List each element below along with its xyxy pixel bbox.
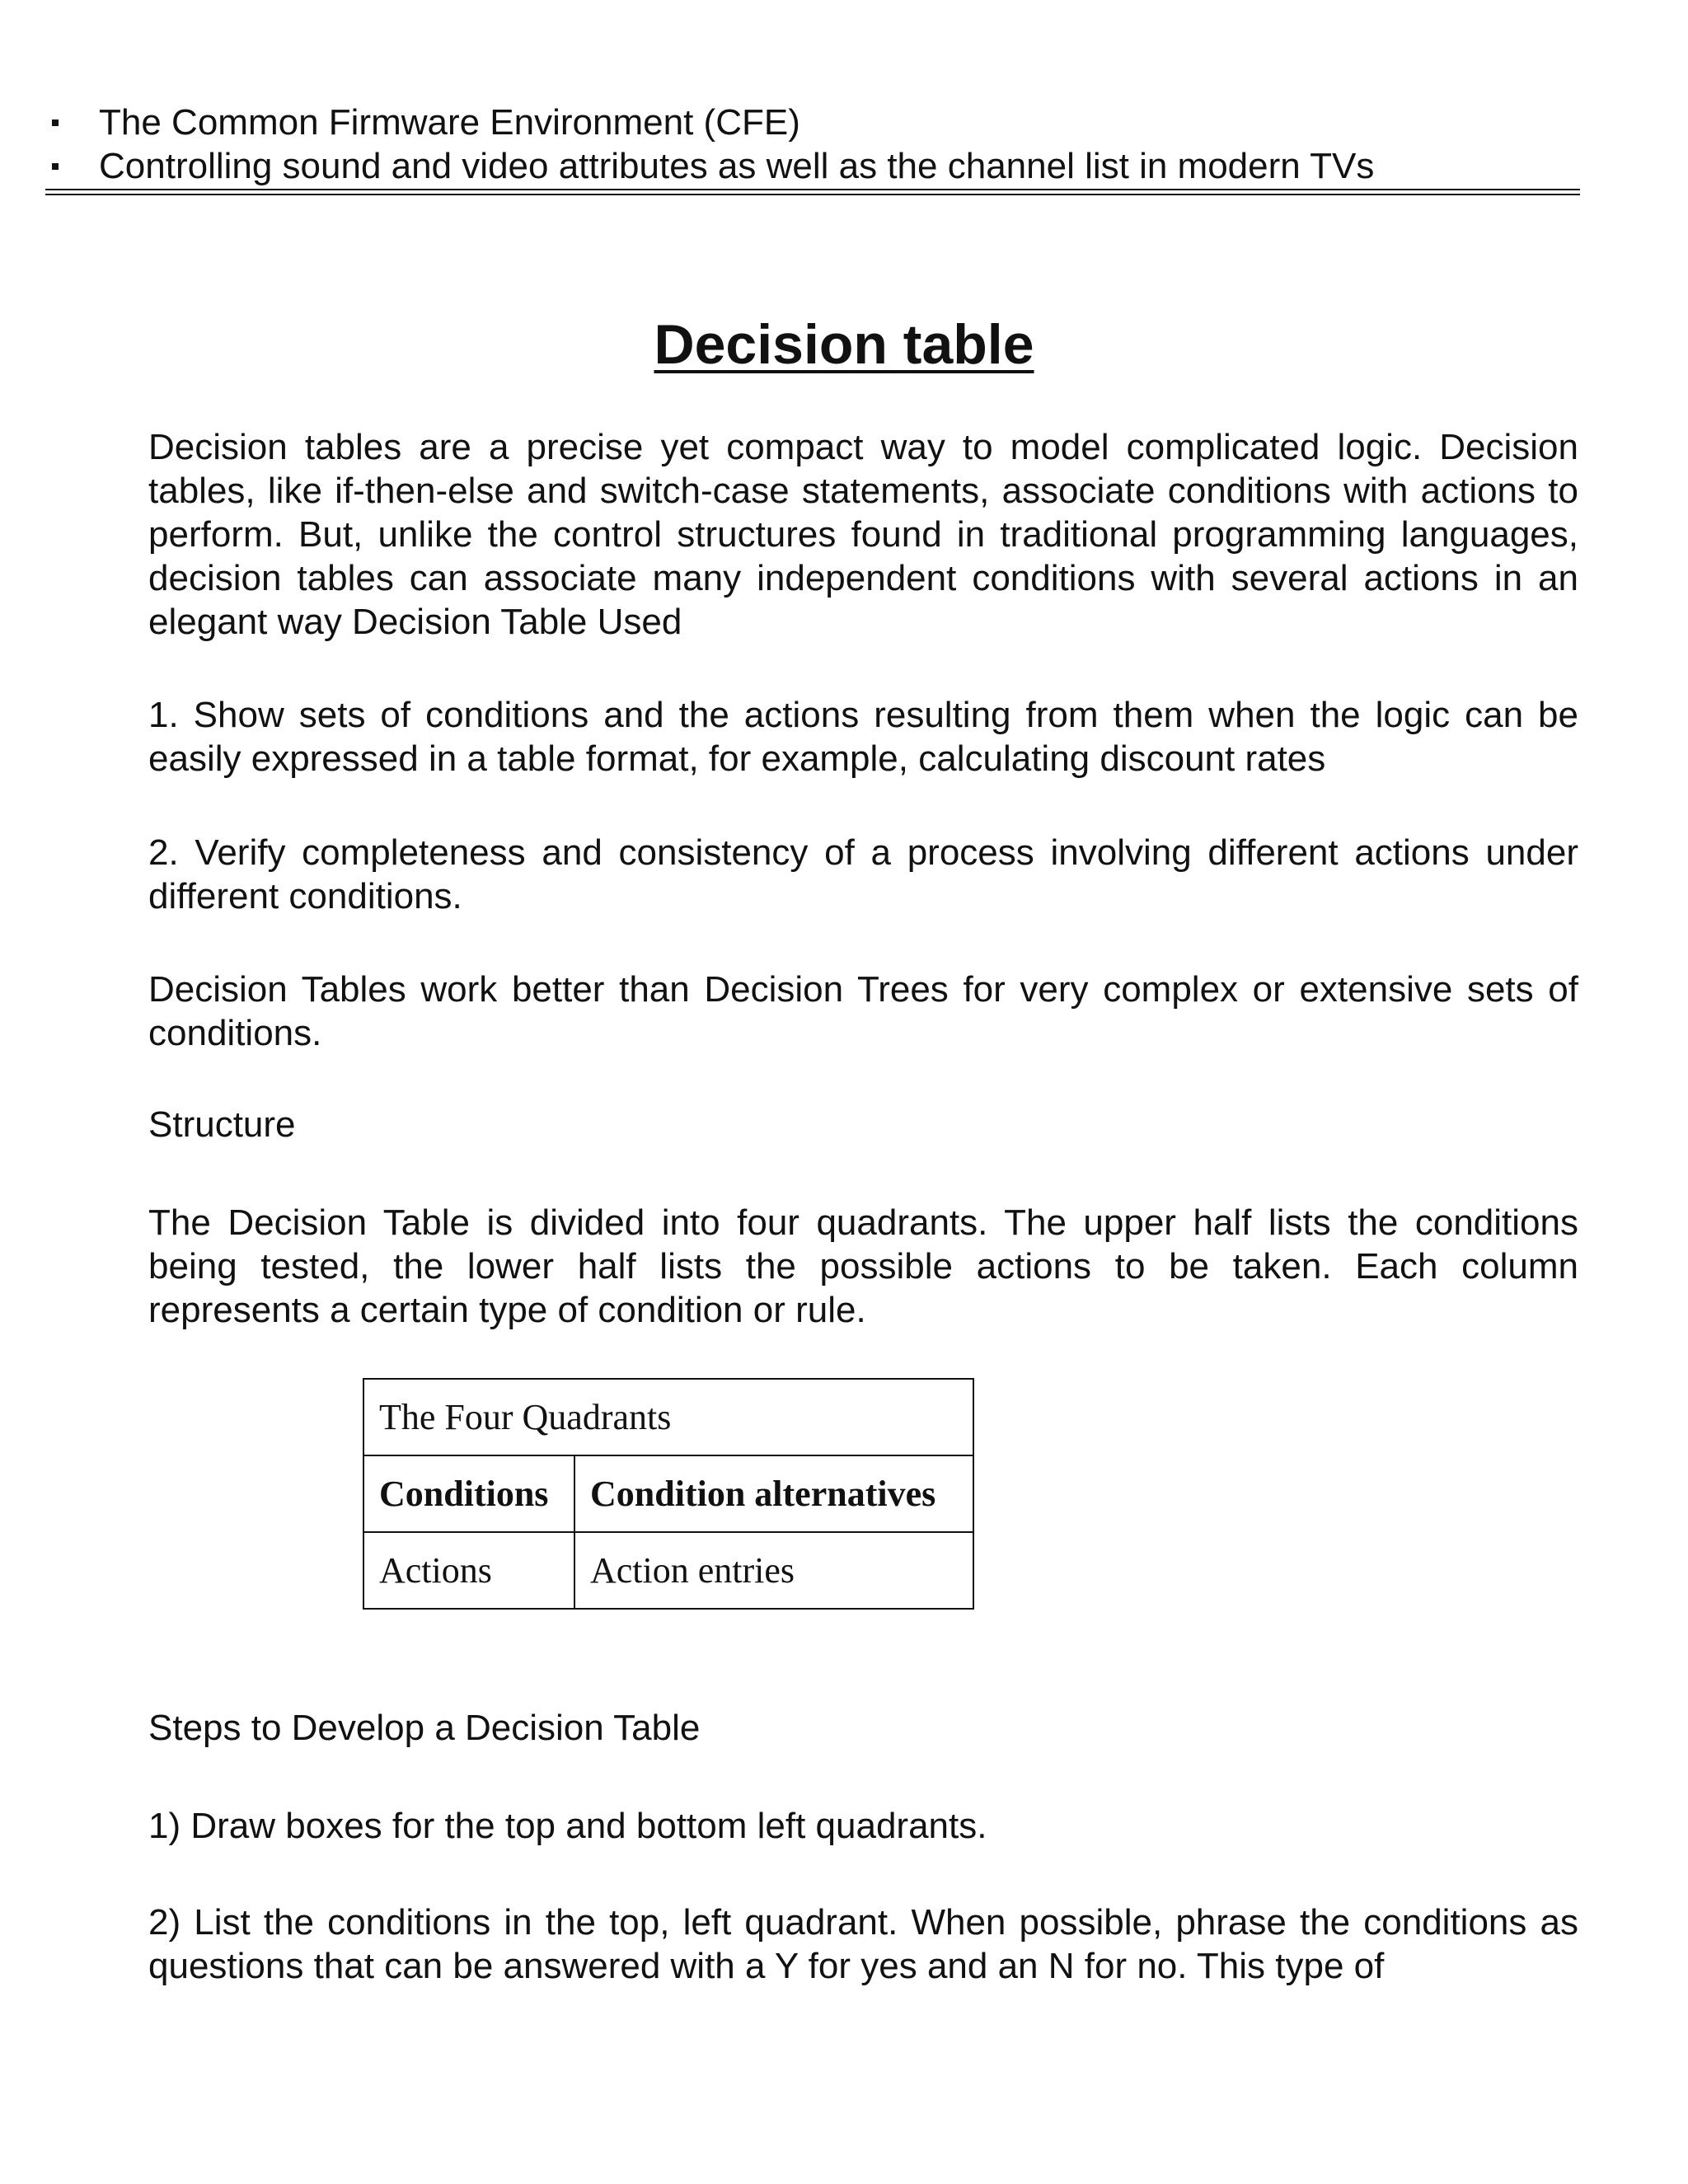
table-cell: Actions [363,1532,574,1609]
intro-paragraph: Decision tables are a precise yet compact way to model complicated logic. Decision tables, like if-then-else and switch-case statements, associate conditions with actions to perform. But, unlike the control structures found in traditional programming languages, decision tables can associate many independent conditions with several actions in an elegant way Decision Table Used [148,427,1578,642]
table-cell: Condition alternatives [574,1455,973,1532]
double-rule-divider [45,194,1580,195]
structure-heading: Structure [148,1104,296,1145]
use-item-1: 1. Show sets of conditions and the actions resulting from them when the logic can be easily expressed in a table format, for example, calculating discount rates [148,695,1578,779]
bullet-list [45,101,1578,188]
step-item-2: 2) List the conditions in the top, left quadrant. When possible, phrase the conditions as questions that can be answered with a Y for yes and an N for no. This type of [148,1902,1578,1986]
table-cell: Conditions [363,1455,574,1532]
bullet-item: The Common Firmware Environment (CFE) [45,101,1578,144]
page-title [0,312,1688,377]
table-row [363,1532,973,1609]
table-cell: Action entries [574,1532,973,1609]
table-header-cell: The Four Quadrants [363,1379,973,1455]
table-header-row [363,1379,973,1455]
comparison-paragraph: Decision Tables work better than Decision Trees for very complex or extensive sets of conditions. [148,969,1578,1053]
quadrants-paragraph: The Decision Table is divided into four quadrants. The upper half lists the conditions being tested, the lower half lists the possible actions to be taken. Each column represents a certain type of condition or rule. [148,1202,1578,1330]
steps-heading: Steps to Develop a Decision Table [148,1708,701,1748]
page-title-text: Decision table [654,313,1034,376]
table-row [363,1455,973,1532]
use-item-2: 2. Verify completeness and consistency of a process involving different actions under different conditions. [148,832,1578,916]
double-rule-divider [45,189,1580,190]
bullet-item: Controlling sound and video attributes as well as the channel list in modern TVs [45,144,1578,188]
four-quadrants-table [363,1378,974,1610]
step-item-1: 1) Draw boxes for the top and bottom left quadrants. [148,1806,987,1846]
